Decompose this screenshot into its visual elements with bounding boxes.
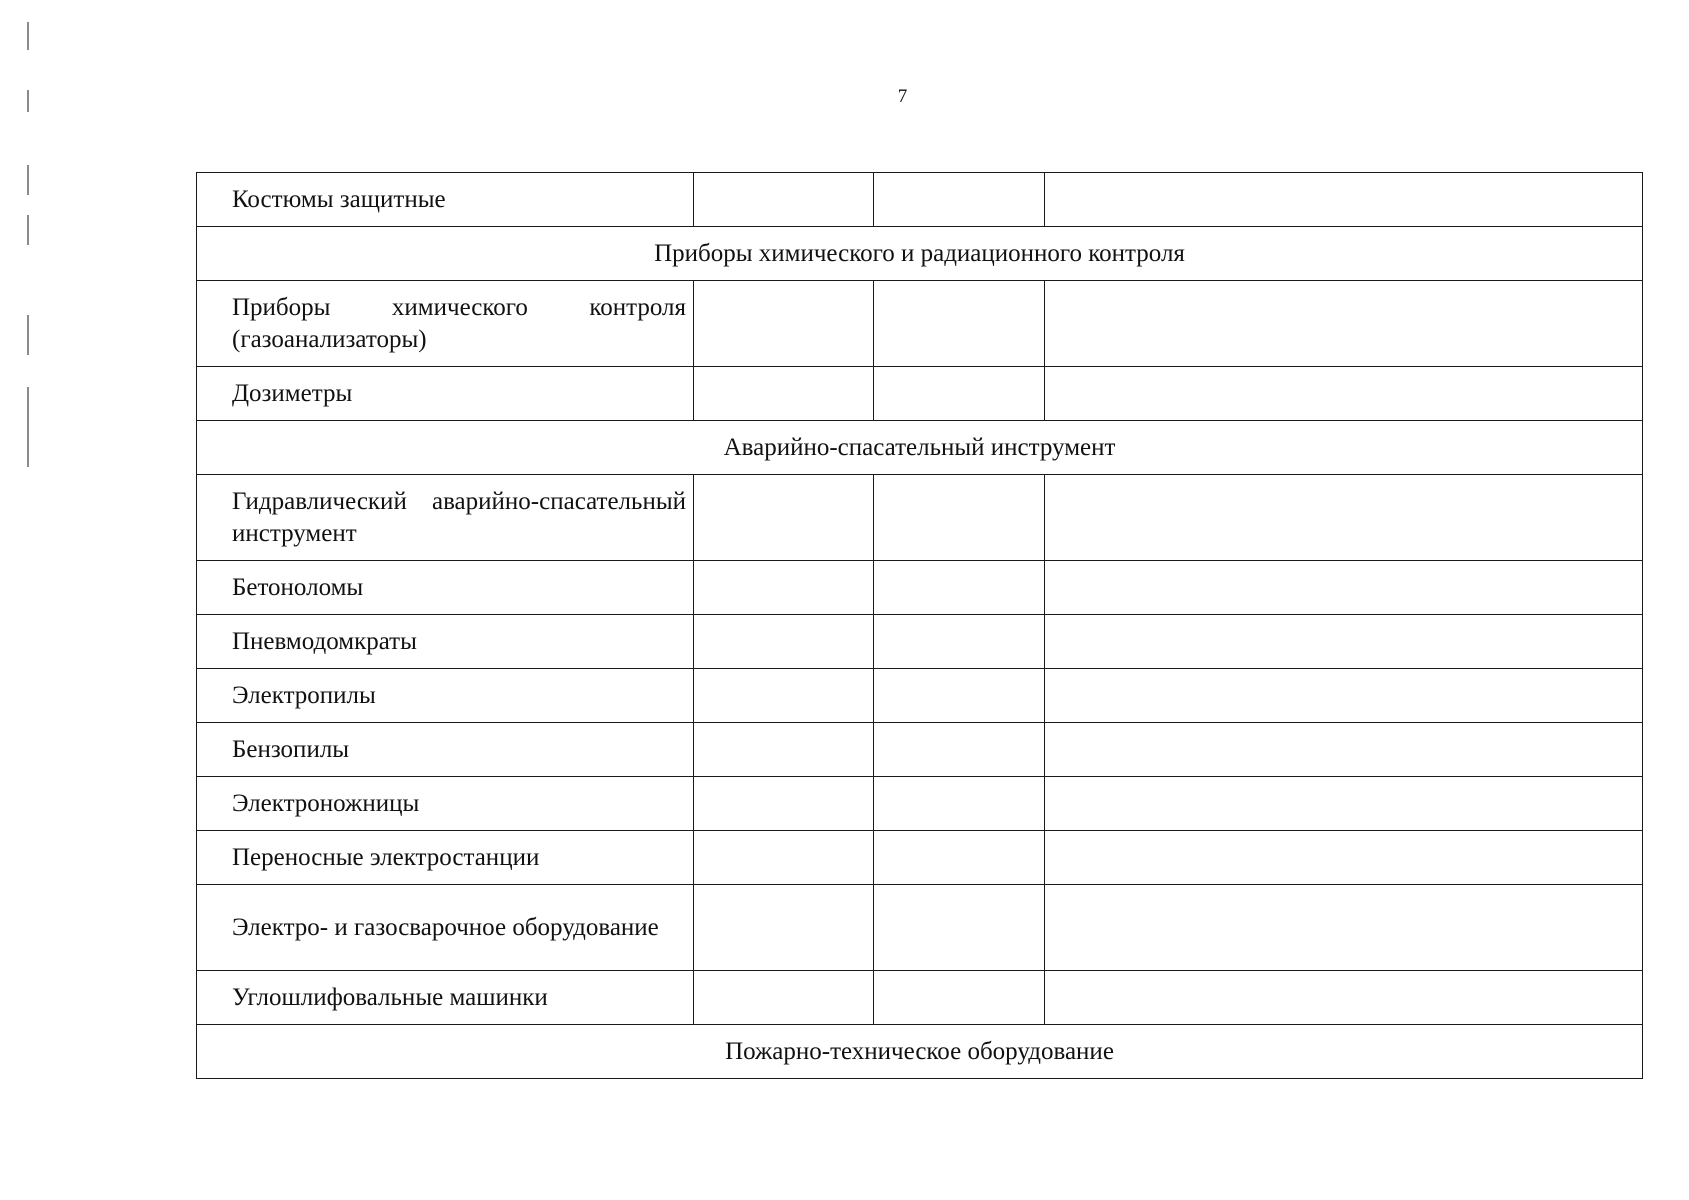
empty-cell [874,831,1045,885]
scan-margin-mark [27,165,29,195]
section-header-row [197,227,1643,281]
table-row [197,615,1643,669]
empty-cell [874,971,1045,1025]
item-name-cell: Переносные электростанции [197,831,694,885]
empty-cell [874,173,1045,227]
item-name-cell: Бетоноломы [197,561,694,615]
empty-cell [1045,831,1643,885]
empty-cell [694,669,874,723]
empty-cell [1045,281,1643,367]
empty-cell [1045,173,1643,227]
empty-cell [694,971,874,1025]
section-header-row [197,1025,1643,1079]
item-name-cell: Костюмы защитные [197,173,694,227]
item-name-cell: Пневмодомкраты [197,615,694,669]
empty-cell [694,561,874,615]
empty-cell [874,281,1045,367]
section-title: Приборы химического и радиационного контроля [197,227,1643,281]
empty-cell [694,615,874,669]
empty-cell [1045,475,1643,561]
empty-cell [874,475,1045,561]
empty-cell [1045,885,1643,971]
empty-cell [694,173,874,227]
empty-cell [1045,723,1643,777]
table-row [197,831,1643,885]
scan-margin-mark [27,22,29,50]
empty-cell [874,723,1045,777]
empty-cell [694,777,874,831]
empty-cell [694,475,874,561]
empty-cell [694,723,874,777]
table-row [197,475,1643,561]
empty-cell [874,561,1045,615]
equipment-table [196,172,1643,1079]
empty-cell [1045,367,1643,421]
empty-cell [1045,615,1643,669]
item-name-cell: Углошлифовальные машинки [197,971,694,1025]
item-name-cell: Электроножницы [197,777,694,831]
empty-cell [874,885,1045,971]
table-row [197,777,1643,831]
page-number: 7 [897,86,908,107]
scan-margin-mark [27,387,29,467]
empty-cell [694,281,874,367]
empty-cell [1045,669,1643,723]
empty-cell [694,367,874,421]
item-name-cell: Электро- и газосварочное оборудование [197,885,694,971]
table-row [197,971,1643,1025]
item-name-cell: Гидравлический аварийно-спасательный инструмент [197,475,694,561]
section-header-row [197,421,1643,475]
item-name-cell: Дозиметры [197,367,694,421]
table-row [197,561,1643,615]
table-row [197,281,1643,367]
empty-cell [1045,971,1643,1025]
empty-cell [874,615,1045,669]
table-row [197,367,1643,421]
empty-cell [694,831,874,885]
scan-margin-mark [27,315,29,355]
empty-cell [694,885,874,971]
table-row [197,723,1643,777]
item-name-cell: Приборы химического контроля (газоанализаторы) [197,281,694,367]
table-row [197,669,1643,723]
section-title: Пожарно-техническое оборудование [197,1025,1643,1079]
section-title: Аварийно-спасательный инструмент [197,421,1643,475]
item-name-cell: Электропилы [197,669,694,723]
table-row [197,173,1643,227]
empty-cell [1045,777,1643,831]
scan-margin-mark [27,215,29,245]
table-row [197,885,1643,971]
empty-cell [874,367,1045,421]
empty-cell [874,777,1045,831]
empty-cell [874,669,1045,723]
empty-cell [1045,561,1643,615]
item-name-cell: Бензопилы [197,723,694,777]
